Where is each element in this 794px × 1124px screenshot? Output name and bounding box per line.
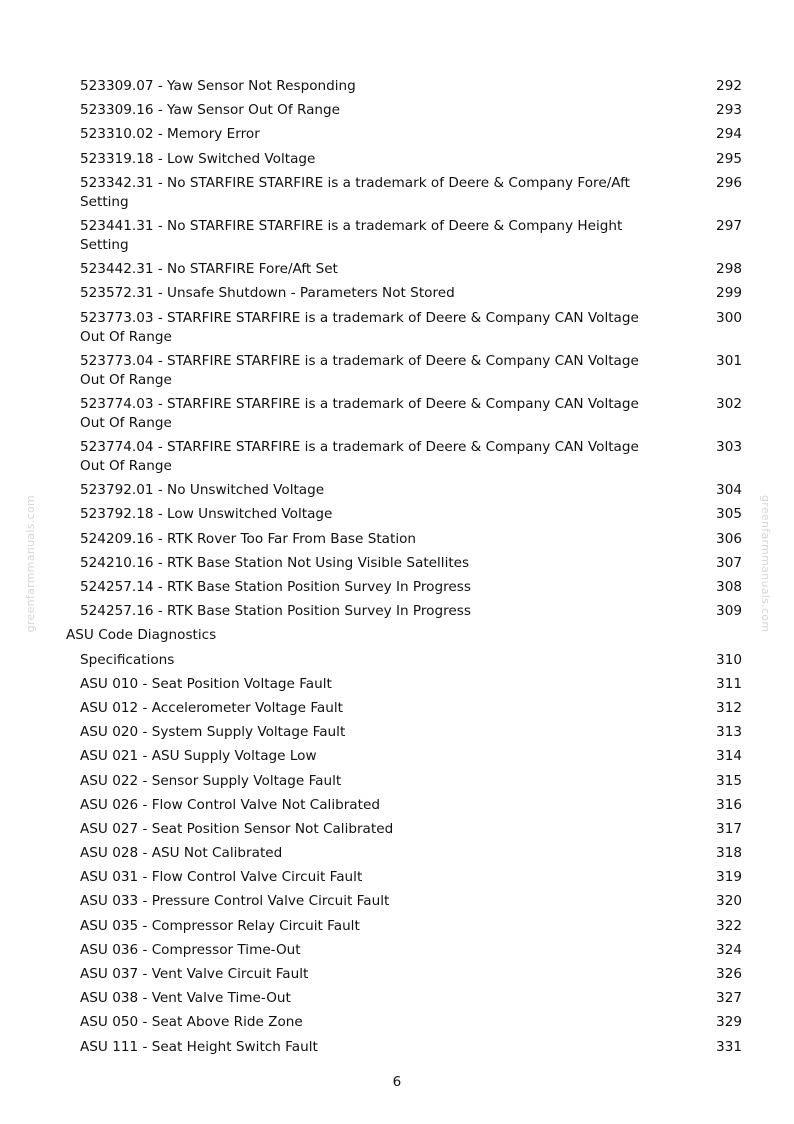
- toc-entry-page: 299: [716, 285, 742, 302]
- toc-entry[interactable]: [0, 747, 794, 766]
- toc-entry[interactable]: [0, 772, 794, 791]
- toc-entry[interactable]: [0, 1038, 794, 1057]
- toc-entry[interactable]: [0, 941, 794, 960]
- toc-entry-title: ASU 037 - Vent Valve Circuit Fault: [80, 966, 309, 982]
- toc-entry-page: 309: [716, 603, 742, 620]
- toc-entry[interactable]: [0, 554, 794, 573]
- toc-entry[interactable]: [0, 309, 794, 347]
- toc-entry[interactable]: [0, 675, 794, 694]
- toc-entry-title: ASU 036 - Compressor Time-Out: [80, 941, 301, 958]
- toc-entry-title: 523441.31 - No STARFIRE STARFIRE is a trademark of Deere & Company Height Setting: [80, 217, 623, 253]
- toc-entry-title: 523792.18 - Low Unswitched Voltage: [80, 506, 333, 523]
- toc-entry-title: 524257.16 - RTK Base Station Position Survey In Progress: [80, 603, 471, 620]
- toc-entry[interactable]: [0, 77, 794, 96]
- toc-entry-title: 523309.16 - Yaw Sensor Out Of Range: [80, 102, 341, 119]
- toc-entry[interactable]: [0, 481, 794, 500]
- toc-entry-title: 524209.16 - RTK Rover Too Far From Base Station: [80, 530, 417, 547]
- toc-entry-page: 312: [716, 699, 742, 716]
- toc-entry[interactable]: [0, 965, 794, 984]
- toc-entry-title: 523310.02 - Memory Error: [80, 126, 260, 143]
- toc-entry-page: 296: [716, 174, 742, 191]
- toc-entry[interactable]: [0, 530, 794, 549]
- toc-entry[interactable]: [0, 917, 794, 936]
- toc-section-heading: [0, 626, 794, 645]
- toc-entry-title: ASU 010 - Seat Position Voltage Fault: [80, 675, 332, 692]
- toc-entry-page: 317: [716, 820, 742, 837]
- toc-entry[interactable]: [0, 651, 794, 670]
- toc-entry-title: ASU 050 - Seat Above Ride Zone: [80, 1014, 303, 1031]
- toc-entry-title: 523442.31 - No STARFIRE Fore/Aft Set: [80, 261, 338, 278]
- toc-entry-page: 304: [716, 482, 742, 499]
- toc-entry-title: ASU 012 - Accelerometer Voltage Fault: [80, 699, 343, 716]
- toc-entry-page: 326: [716, 966, 742, 982]
- toc-entry[interactable]: [0, 505, 794, 524]
- toc-entry[interactable]: [0, 699, 794, 718]
- toc-entry-title: ASU Code Diagnostics: [66, 627, 217, 644]
- toc-entry-page: 300: [716, 309, 742, 326]
- toc-entry-page: 306: [716, 530, 742, 547]
- toc-entry[interactable]: [0, 578, 794, 597]
- toc-entry[interactable]: [0, 796, 794, 815]
- toc-entry-title: ASU 021 - ASU Supply Voltage Low: [80, 748, 317, 765]
- toc-entry[interactable]: [0, 868, 794, 887]
- toc-entry[interactable]: [0, 101, 794, 120]
- toc-entry-title: ASU 028 - ASU Not Calibrated: [80, 845, 283, 862]
- toc-entry[interactable]: [0, 892, 794, 911]
- toc-entry-page: 327: [716, 990, 742, 1007]
- toc-entry-page: 308: [716, 579, 742, 595]
- table-of-contents: [0, 77, 794, 1062]
- toc-entry[interactable]: [0, 352, 794, 390]
- toc-entry-title: ASU 020 - System Supply Voltage Fault: [80, 724, 346, 741]
- toc-entry[interactable]: [0, 284, 794, 303]
- toc-entry-page: 329: [716, 1014, 742, 1031]
- toc-entry-page: 303: [716, 439, 742, 456]
- toc-entry-page: 322: [716, 917, 742, 934]
- toc-entry-title: Specifications: [80, 651, 175, 668]
- toc-entry-title: ASU 027 - Seat Position Sensor Not Calibrated: [80, 820, 394, 837]
- toc-entry-page: 297: [716, 217, 742, 234]
- toc-entry-title: 523773.04 - STARFIRE STARFIRE is a trademark of Deere & Company CAN Voltage Out Of Range: [80, 352, 639, 388]
- page-number: 6: [392, 1074, 402, 1090]
- toc-entry-page: 302: [716, 395, 742, 412]
- toc-entry-title: 523319.18 - Low Switched Voltage: [80, 150, 316, 167]
- toc-entry-page: 301: [716, 352, 742, 369]
- toc-entry-title: 523774.03 - STARFIRE STARFIRE is a trademark of Deere & Company CAN Voltage Out Of Range: [80, 395, 639, 431]
- watermark-left: greenfarmmanuals.com: [24, 495, 37, 633]
- toc-entry[interactable]: [0, 438, 794, 476]
- toc-entry-page: 310: [716, 651, 742, 668]
- toc-entry-title: ASU 111 - Seat Height Switch Fault: [80, 1038, 318, 1055]
- toc-entry-title: 523774.04 - STARFIRE STARFIRE is a trademark of Deere & Company CAN Voltage Out Of Range: [80, 439, 639, 475]
- toc-entry-page: 293: [716, 102, 742, 119]
- toc-entry-title: 523572.31 - Unsafe Shutdown - Parameters Not Stored: [80, 285, 455, 302]
- toc-entry[interactable]: [0, 844, 794, 863]
- toc-entry-page: 324: [716, 941, 742, 958]
- toc-entry-page: 292: [716, 78, 742, 94]
- toc-entry-title: ASU 026 - Flow Control Valve Not Calibrated: [80, 796, 380, 813]
- toc-entry-page: 315: [716, 772, 742, 789]
- toc-entry-page: 320: [716, 893, 742, 910]
- toc-entry-page: 314: [716, 748, 742, 765]
- toc-entry[interactable]: [0, 395, 794, 433]
- toc-entry[interactable]: [0, 723, 794, 742]
- toc-entry-title: ASU 022 - Sensor Supply Voltage Fault: [80, 772, 342, 789]
- watermark-right: greenfarmmanuals.com: [759, 495, 772, 633]
- toc-entry-title: 523309.07 - Yaw Sensor Not Responding: [80, 78, 356, 94]
- toc-entry[interactable]: [0, 260, 794, 279]
- toc-entry-page: 311: [716, 675, 742, 692]
- toc-entry-page: 316: [716, 796, 742, 813]
- toc-entry[interactable]: [0, 217, 794, 255]
- toc-entry-title: 524210.16 - RTK Base Station Not Using Visible Satellites: [80, 554, 470, 571]
- toc-entry-page: 298: [716, 261, 742, 278]
- toc-entry[interactable]: [0, 174, 794, 212]
- toc-entry-page: 331: [716, 1038, 742, 1055]
- toc-entry-page: 307: [716, 554, 742, 571]
- toc-entry-title: 523773.03 - STARFIRE STARFIRE is a trademark of Deere & Company CAN Voltage Out Of Range: [80, 309, 639, 345]
- toc-entry-page: 313: [716, 724, 742, 741]
- toc-entry-page: 295: [716, 150, 742, 167]
- toc-entry[interactable]: [0, 820, 794, 839]
- toc-entry-title: 523342.31 - No STARFIRE STARFIRE is a trademark of Deere & Company Fore/Aft Setting: [80, 174, 630, 210]
- toc-entry[interactable]: [0, 125, 794, 144]
- toc-entry[interactable]: [0, 150, 794, 169]
- toc-entry-title: 523792.01 - No Unswitched Voltage: [80, 482, 325, 499]
- toc-entry-title: ASU 031 - Flow Control Valve Circuit Fault: [80, 869, 363, 886]
- toc-entry-title: ASU 038 - Vent Valve Time-Out: [80, 990, 291, 1007]
- toc-entry-page: 319: [716, 869, 742, 886]
- toc-entry-title: ASU 033 - Pressure Control Valve Circuit Fault: [80, 893, 390, 910]
- toc-entry-title: ASU 035 - Compressor Relay Circuit Fault: [80, 917, 360, 934]
- toc-entry-page: 305: [716, 506, 742, 523]
- toc-entry[interactable]: [0, 989, 794, 1008]
- toc-entry-page: 294: [716, 126, 742, 143]
- toc-entry[interactable]: [0, 1013, 794, 1032]
- toc-entry-title: 524257.14 - RTK Base Station Position Survey In Progress: [80, 579, 471, 595]
- toc-entry[interactable]: [0, 602, 794, 621]
- toc-entry-page: 318: [716, 845, 742, 862]
